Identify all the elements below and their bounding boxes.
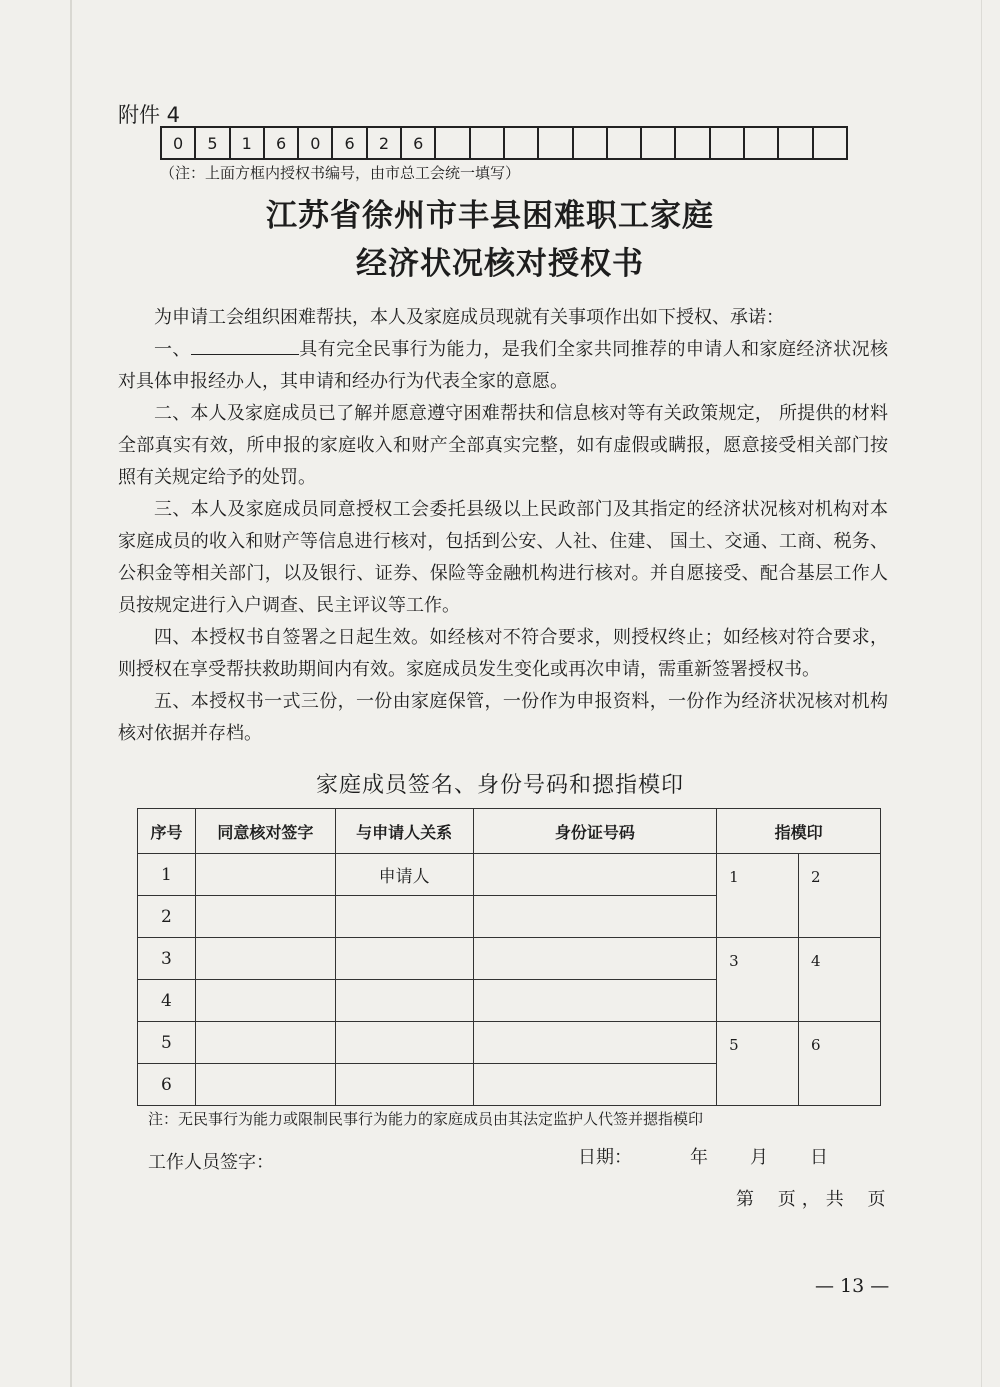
code-digit-box[interactable] [436, 128, 470, 158]
document-title-line1: 江苏省徐州市丰县困难职工家庭 [266, 198, 714, 234]
header-signature: 同意核对签字 [195, 809, 335, 854]
intro-paragraph: 为申请工会组织困难帮扶，本人及家庭成员现就有关事项作出如下授权、承诺： [154, 307, 784, 328]
fingerprint-box[interactable]: 3 [717, 938, 799, 1022]
header-fingerprint: 指模印 [717, 809, 881, 854]
date-month-label: 月 [750, 1147, 768, 1168]
clause-4: 四、本授权书自签署之日起生效。如经核对不符合要求，则授权终止；如经核对符合要求，则授权在享受帮扶救助期间内有效。家庭成员发生变化或再次申请，需重新签署授权书。 [118, 627, 888, 680]
row-no: 1 [138, 854, 196, 896]
fingerprint-box[interactable]: 2 [799, 854, 881, 938]
page-count: 第 页，共 页 [736, 1189, 892, 1210]
code-digit-box[interactable]: 0 [162, 128, 196, 158]
clause-5: 五、本授权书一式三份，一份由家庭保管，一份作为申报资料，一份作为经济状况核对机构核对依据并存档。 [118, 691, 888, 744]
attachment-label: 附件 4 [118, 103, 181, 127]
table-row [138, 1022, 881, 1064]
relation-cell [335, 896, 473, 938]
date-year-label: 年 [690, 1147, 708, 1168]
code-digit-box[interactable] [711, 128, 745, 158]
clause-1 [118, 334, 888, 398]
id-number-cell[interactable] [473, 980, 717, 1022]
code-digit-box[interactable] [539, 128, 573, 158]
code-digit-box[interactable] [745, 128, 779, 158]
code-digit-box[interactable] [505, 128, 539, 158]
relation-cell: 申请人 [335, 854, 473, 896]
relation-cell [335, 1064, 473, 1106]
code-note: （注：上面方框内授权书编号，由市总工会统一填写） [160, 164, 521, 182]
code-digit-box[interactable]: 2 [368, 128, 402, 158]
clause-1-number: 一、 [154, 339, 191, 360]
code-digit-box[interactable] [471, 128, 505, 158]
signature-cell[interactable] [195, 938, 335, 980]
guardian-note: 注：无民事行为能力或限制民事行为能力的家庭成员由其法定监护人代签并摁指模印 [148, 1110, 704, 1128]
signature-cell[interactable] [195, 896, 335, 938]
date-day-label: 日 [810, 1147, 828, 1168]
relation-cell [335, 1022, 473, 1064]
table-row [138, 938, 881, 980]
code-digit-box[interactable] [574, 128, 608, 158]
signature-cell[interactable] [195, 980, 335, 1022]
authorization-code-boxes [160, 126, 848, 160]
table-row [138, 854, 881, 896]
signature-cell[interactable] [195, 854, 335, 896]
authorization-body [118, 302, 888, 750]
clause-1-text: 具有完全民事行为能力，是我们全家共同推荐的申请人和家庭经济状况核对具体申报经办人，其申请和经办行为代表全家的意愿。 [118, 339, 889, 392]
fingerprint-box[interactable]: 5 [717, 1022, 799, 1106]
header-id-number: 身份证号码 [473, 809, 717, 854]
code-digit-box[interactable] [814, 128, 848, 158]
clause-2: 二、本人及家庭成员已了解并愿意遵守困难帮扶和信息核对等有关政策规定， 所提供的材料全部真实有效，所申报的家庭收入和财产全部真实完整，如有虚假或瞒报，愿意接受相关部门按照有关规定给予的处罚。 [118, 403, 888, 488]
row-no: 3 [138, 938, 196, 980]
id-number-cell[interactable] [473, 1064, 717, 1106]
code-digit-box[interactable]: 6 [402, 128, 436, 158]
date-label: 日期： [578, 1147, 632, 1168]
code-digit-box[interactable]: 6 [333, 128, 367, 158]
id-number-cell[interactable] [473, 854, 717, 896]
row-no: 2 [138, 896, 196, 938]
row-no: 5 [138, 1022, 196, 1064]
document-title-line2: 经济状况核对授权书 [356, 246, 644, 282]
family-members-table [137, 808, 881, 1106]
relation-cell [335, 938, 473, 980]
signature-cell[interactable] [195, 1064, 335, 1106]
fingerprint-box[interactable]: 1 [717, 854, 799, 938]
relation-cell [335, 980, 473, 1022]
id-number-cell[interactable] [473, 1022, 717, 1064]
row-no: 6 [138, 1064, 196, 1106]
code-digit-box[interactable] [642, 128, 676, 158]
code-digit-box[interactable] [608, 128, 642, 158]
signature-section-title: 家庭成员签名、身份号码和摁指模印 [315, 773, 684, 798]
code-digit-box[interactable]: 5 [196, 128, 230, 158]
worker-signature-label: 工作人员签字： [148, 1152, 274, 1173]
table-header-row [138, 809, 881, 854]
code-digit-box[interactable]: 6 [265, 128, 299, 158]
id-number-cell[interactable] [473, 938, 717, 980]
clause-3: 三、本人及家庭成员同意授权工会委托县级以上民政部门及其指定的经济状况核对机构对本家庭成员的收入和财产等信息进行核对，包括到公安、人社、住建、 国土、交通、工商、税务、公积金等相关部门，以及银行、证券、保险等金融机构进行核对。并自愿接受、配合基层工作人员按规定进行入户调查、民主评议等工作。 [118, 499, 888, 616]
fingerprint-box[interactable]: 4 [799, 938, 881, 1022]
header-relation: 与申请人关系 [335, 809, 473, 854]
fingerprint-box[interactable]: 6 [799, 1022, 881, 1106]
row-no: 4 [138, 980, 196, 1022]
header-no: 序号 [138, 809, 196, 854]
page-number: — 13 — [815, 1275, 890, 1297]
code-digit-box[interactable]: 1 [231, 128, 265, 158]
id-number-cell[interactable] [473, 896, 717, 938]
code-digit-box[interactable] [779, 128, 813, 158]
applicant-name-blank[interactable] [191, 336, 299, 355]
signature-cell[interactable] [195, 1022, 335, 1064]
code-digit-box[interactable]: 0 [299, 128, 333, 158]
code-digit-box[interactable] [676, 128, 710, 158]
